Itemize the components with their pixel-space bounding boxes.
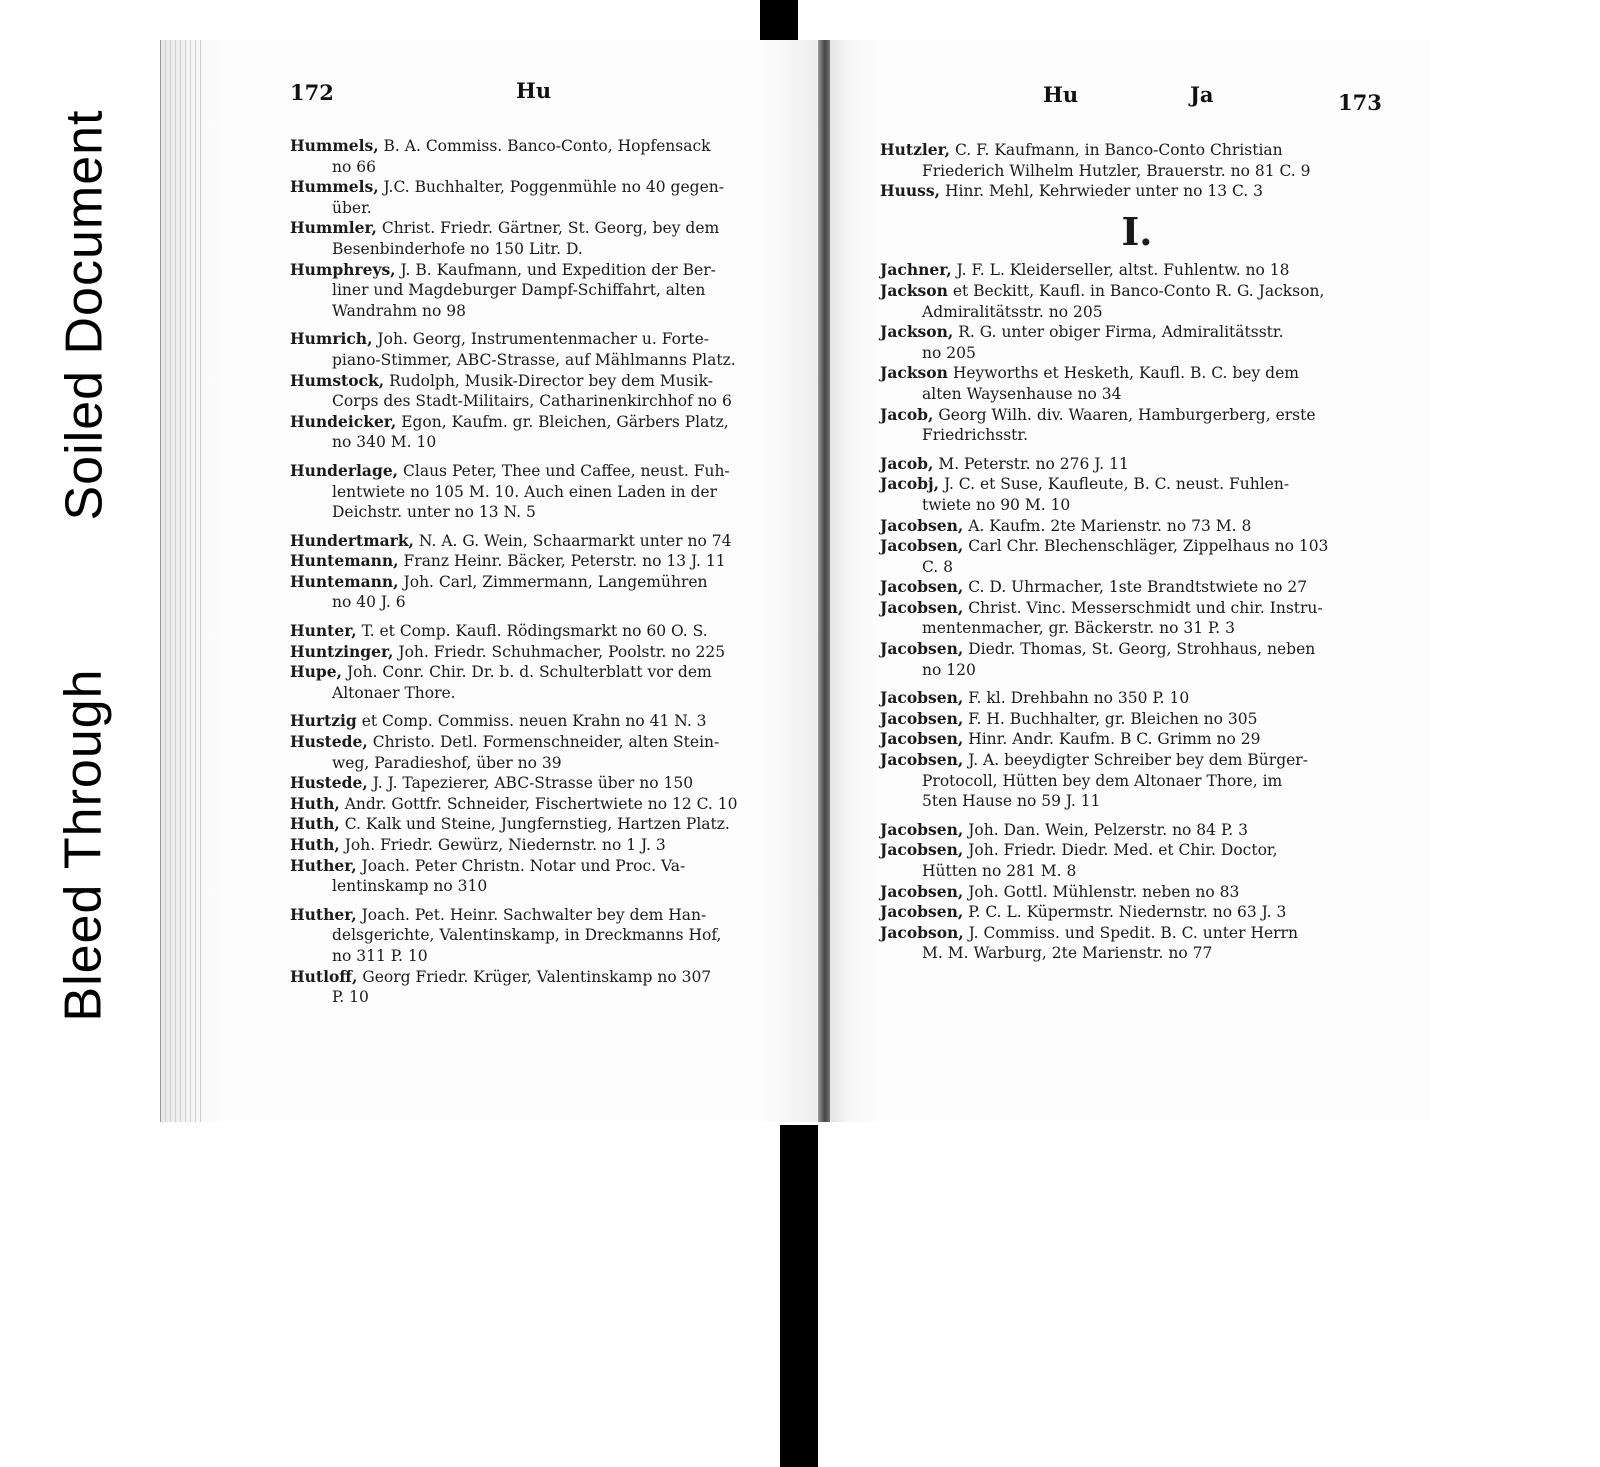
entry-line <box>880 405 1384 426</box>
directory-entry <box>880 709 1384 730</box>
entry-text: Christo. Detl. Formenschneider, alten Stein- <box>372 733 720 752</box>
entry-line <box>290 177 790 198</box>
entry-text: F. H. Buchhalter, gr. Bleichen no 305 <box>968 709 1258 728</box>
entry-surname: Jacobsen, <box>880 729 964 749</box>
directory-entry <box>290 711 790 732</box>
right-entries-after-section <box>880 260 1384 964</box>
entry-line <box>880 943 1384 964</box>
directory-entry <box>880 577 1384 598</box>
entry-surname: Humstock, <box>290 370 385 390</box>
entry-text: Joh. Dan. Wein, Pelzerstr. no 84 P. 3 <box>968 820 1248 839</box>
directory-entry <box>880 140 1384 181</box>
right-directory-entries <box>880 140 1384 964</box>
entry-text: M. Peterstr. no 276 J. 11 <box>938 454 1129 473</box>
left-page-number: 172 <box>290 80 334 105</box>
right-running-head-2: Ja <box>1190 82 1214 107</box>
entry-text: N. A. G. Wein, Schaarmarkt unter no 74 <box>418 531 732 550</box>
entry-text: Carl Chr. Blechenschläger, Zippelhaus no 103 <box>968 537 1329 556</box>
directory-entry <box>880 750 1384 812</box>
entry-text: Rudolph, Musik-Director bey dem Musik- <box>389 371 713 390</box>
entry-surname: Huth, <box>290 793 340 813</box>
entry-text: B. A. Commiss. Banco-Conto, Hopfensack <box>383 137 711 155</box>
entry-surname: Hustede, <box>290 773 368 793</box>
entry-line <box>290 905 790 926</box>
directory-entry <box>880 840 1384 881</box>
left-directory-entries <box>290 136 790 1008</box>
entry-line <box>290 198 790 219</box>
entry-line <box>290 551 790 572</box>
entry-text: J.C. Buchhalter, Poggenmühle no 40 gegen- <box>383 178 724 197</box>
entry-surname: Hummels, <box>290 136 379 155</box>
entry-line <box>290 967 790 988</box>
entry-surname: Huntemann, <box>290 571 399 591</box>
entry-text: J. C. et Suse, Kaufleute, B. C. neust. Fuhlen- <box>943 475 1290 494</box>
entry-text: no 120 <box>922 660 976 679</box>
entry-text: T. et Comp. Kaufl. Rödingsmarkt no 60 O. S. <box>361 622 708 641</box>
entry-surname: Jacobsen, <box>880 515 964 535</box>
entry-line <box>290 876 790 897</box>
entry-text: Protocoll, Hütten bey dem Altonaer Thore, im <box>922 771 1283 790</box>
entry-line <box>290 572 790 593</box>
entry-line <box>290 329 790 350</box>
entry-line <box>880 598 1384 619</box>
left-running-head: Hu <box>516 78 552 103</box>
entry-surname: Huntemann, <box>290 551 399 571</box>
entry-line <box>290 502 790 523</box>
directory-entry <box>880 281 1384 322</box>
entry-surname: Jacobsen, <box>880 536 964 556</box>
entry-line <box>880 639 1384 660</box>
entry-text: Hinr. Mehl, Kehrwieder unter no 13 C. 3 <box>944 182 1264 201</box>
directory-entry <box>290 218 790 259</box>
entry-text: et Comp. Commiss. neuen Krahn no 41 N. 3 <box>361 712 707 731</box>
entry-surname: Hummler, <box>290 218 377 238</box>
directory-entry <box>290 835 790 856</box>
entry-surname: Hunter, <box>290 621 357 641</box>
entry-line <box>880 322 1384 343</box>
entry-line <box>880 750 1384 771</box>
entry-line <box>880 660 1384 681</box>
entry-text: C. F. Kaufmann, in Banco-Conto Christian <box>955 141 1283 159</box>
entry-line <box>290 794 790 815</box>
entry-text: Joach. Pet. Heinr. Sachwalter bey dem Han- <box>361 905 707 924</box>
entry-text: Joach. Peter Christn. Notar und Proc. Va- <box>361 856 686 875</box>
entry-surname: Hustede, <box>290 732 368 752</box>
directory-entry <box>290 621 790 642</box>
right-entries-before-section <box>880 140 1384 202</box>
entry-surname: Jacobsen, <box>880 840 964 860</box>
entry-surname: Jacobsen, <box>880 750 964 770</box>
entry-text: Georg Wilh. div. Waaren, Hamburgerberg, erste <box>938 405 1316 424</box>
directory-entry <box>880 729 1384 750</box>
entry-text: piano-Stimmer, ABC-Strasse, auf Mählmanns Platz. <box>332 350 736 369</box>
directory-entry <box>290 260 790 322</box>
entry-line <box>290 371 790 392</box>
section-letter-i: I. <box>1121 208 1153 254</box>
entry-line <box>290 753 790 774</box>
entry-line <box>880 618 1384 639</box>
entry-line <box>290 157 790 178</box>
entry-line <box>290 461 790 482</box>
entry-surname: Huth, <box>290 835 340 854</box>
directory-entry <box>880 923 1384 964</box>
entry-surname: Hummels, <box>290 177 379 197</box>
entry-surname: Jackson <box>880 363 948 383</box>
entry-line <box>290 642 790 663</box>
entry-text: J. A. beeydigter Schreiber bey dem Bürger- <box>968 751 1308 770</box>
entry-text: über. <box>332 198 372 217</box>
entry-text: liner und Magdeburger Dampf-Schiffahrt, alten <box>332 281 706 300</box>
entry-line <box>880 688 1384 709</box>
directory-entry <box>880 322 1384 363</box>
entry-text: P. C. L. Küpermstr. Niedernstr. no 63 J. 3 <box>968 903 1287 922</box>
directory-entry <box>290 371 790 412</box>
entry-line <box>290 280 790 301</box>
entry-line <box>290 683 790 704</box>
entry-line <box>290 350 790 371</box>
entry-text: no 40 J. 6 <box>332 593 406 612</box>
directory-entry <box>880 598 1384 639</box>
entry-line <box>290 987 790 1008</box>
directory-entry <box>880 181 1384 202</box>
entry-surname: Huther, <box>290 904 357 924</box>
entry-text: Franz Heinr. Bäcker, Peterstr. no 13 J. 11 <box>403 552 726 571</box>
entry-surname: Jackson, <box>880 322 954 342</box>
entry-line <box>880 454 1384 475</box>
entry-line <box>880 260 1384 281</box>
entry-line <box>880 495 1384 516</box>
directory-entry <box>880 536 1384 577</box>
entry-text: C. 8 <box>922 557 954 576</box>
entry-line <box>290 711 790 732</box>
entry-line <box>290 592 790 613</box>
entry-line <box>880 474 1384 495</box>
entry-line <box>290 856 790 877</box>
entry-surname: Hutzler, <box>880 140 951 159</box>
entry-surname: Huuss, <box>880 181 941 201</box>
entry-surname: Jacobsen, <box>880 881 964 901</box>
directory-entry <box>290 732 790 773</box>
entry-text: Christ. Friedr. Gärtner, St. Georg, bey dem <box>381 219 720 238</box>
entry-surname: Hundeicker, <box>290 411 397 431</box>
entry-text: Altonaer Thore. <box>332 683 456 702</box>
entry-text: Hütten no 281 M. 8 <box>922 862 1077 880</box>
right-running-head-1: Hu <box>1043 82 1079 107</box>
directory-entry <box>880 516 1384 537</box>
side-label-soiled-document <box>55 55 113 575</box>
entry-line <box>880 161 1384 182</box>
directory-entry <box>290 642 790 663</box>
directory-entry <box>880 882 1384 903</box>
entry-surname: Jacob, <box>880 453 934 473</box>
entry-text: C. D. Uhrmacher, 1ste Brandtstwiete no 27 <box>968 578 1308 597</box>
entry-surname: Huther, <box>290 855 357 875</box>
entry-text: R. G. unter obiger Firma, Admiralitätsstr. <box>958 323 1284 342</box>
entry-line <box>880 516 1384 537</box>
entry-text: J. Commiss. und Spedit. B. C. unter Herrn <box>968 923 1298 942</box>
directory-entry <box>290 136 790 177</box>
entry-text: Corps des Stadt-Militairs, Catharinenkirchhof no 6 <box>332 392 732 411</box>
entry-line <box>290 732 790 753</box>
entry-text: Joh. Georg, Instrumentenmacher u. Forte- <box>377 330 710 349</box>
entry-text: Hinr. Andr. Kaufm. B C. Grimm no 29 <box>968 730 1261 749</box>
entry-surname: Humphreys, <box>290 259 396 279</box>
entry-text: J. B. Kaufmann, und Expedition der Ber- <box>400 260 716 279</box>
entry-text: et Beckitt, Kaufl. in Banco-Conto R. G. Jackson, <box>952 281 1325 300</box>
entry-text: delsgerichte, Valentinskamp, in Dreckmanns Hof, <box>332 926 722 945</box>
directory-entry <box>290 967 790 1008</box>
entry-line <box>880 425 1384 446</box>
entry-text: Egon, Kaufm. gr. Bleichen, Gärbers Platz, <box>401 412 729 431</box>
entry-surname: Jacobsen, <box>880 577 964 597</box>
directory-entry <box>290 662 790 703</box>
entry-line <box>290 260 790 281</box>
entry-text: Friedrichsstr. <box>922 426 1029 445</box>
entry-line <box>290 773 790 794</box>
directory-entry <box>290 177 790 218</box>
entry-surname: Jacobsen, <box>880 688 964 708</box>
entry-line <box>290 814 790 835</box>
entry-line <box>880 840 1384 861</box>
entry-line <box>290 946 790 967</box>
entry-text: Wandrahm no 98 <box>332 301 466 320</box>
directory-entry <box>880 639 1384 680</box>
entry-surname: Huth, <box>290 814 340 834</box>
entry-line <box>880 882 1384 903</box>
entry-line <box>880 302 1384 323</box>
entry-text: twiete no 90 M. 10 <box>922 495 1071 514</box>
entry-line <box>880 384 1384 405</box>
entry-text: Heyworths et Hesketh, Kaufl. B. C. bey dem <box>952 364 1299 383</box>
entry-text: alten Waysenhause no 34 <box>922 384 1122 403</box>
directory-entry <box>880 260 1384 281</box>
entry-surname: Hurtzig <box>290 711 357 731</box>
entry-text: P. 10 <box>332 988 369 1007</box>
entry-line <box>880 577 1384 598</box>
entry-text: no 311 P. 10 <box>332 946 428 965</box>
directory-entry <box>290 412 790 453</box>
entry-surname: Jacobsen, <box>880 597 964 617</box>
entry-surname: Hutloff, <box>290 966 358 986</box>
entry-text: no 205 <box>922 343 976 362</box>
directory-entry <box>880 454 1384 475</box>
entry-line <box>290 391 790 412</box>
entry-text: Georg Friedr. Krüger, Valentinskamp no 307 <box>362 967 712 986</box>
entry-text: mentenmacher, gr. Bäckerstr. no 31 P. 3 <box>922 619 1235 638</box>
entry-line <box>880 791 1384 812</box>
entry-line <box>290 136 790 157</box>
entry-surname: Jacobsen, <box>880 639 964 659</box>
directory-entry <box>290 329 790 370</box>
entry-surname: Jackson <box>880 280 948 300</box>
directory-entry <box>290 773 790 794</box>
entry-line <box>290 662 790 683</box>
entry-text: Deichstr. unter no 13 N. 5 <box>332 503 536 522</box>
entry-line <box>290 432 790 453</box>
entry-surname: Jacob, <box>880 404 934 424</box>
entry-text: Diedr. Thomas, St. Georg, Strohhaus, neben <box>968 640 1316 659</box>
directory-entry <box>880 902 1384 923</box>
entry-line <box>290 925 790 946</box>
directory-entry <box>290 905 790 967</box>
entry-surname: Jacobsen, <box>880 902 964 922</box>
entry-line <box>880 902 1384 923</box>
entry-text: A. Kaufm. 2te Marienstr. no 73 M. 8 <box>968 516 1252 535</box>
entry-line <box>880 820 1384 841</box>
entry-surname: Hupe, <box>290 662 343 682</box>
entry-surname: Jachner, <box>880 260 952 280</box>
entry-text: no 340 M. 10 <box>332 433 437 452</box>
entry-line <box>880 709 1384 730</box>
entry-text: M. M. Warburg, 2te Marienstr. no 77 <box>922 944 1213 963</box>
entry-surname: Hunderlage, <box>290 460 399 480</box>
entry-surname: Jacobj, <box>880 474 939 494</box>
entry-surname: Humrich, <box>290 329 373 349</box>
entry-line <box>880 363 1384 384</box>
entry-text: lentinskamp no 310 <box>332 877 488 896</box>
entry-line <box>290 621 790 642</box>
entry-line <box>880 729 1384 750</box>
entry-line <box>880 557 1384 578</box>
entry-text: Friederich Wilhelm Hutzler, Brauerstr. no 81 C. 9 <box>922 161 1311 180</box>
directory-entry <box>290 461 790 523</box>
entry-line <box>290 835 790 856</box>
entry-surname: Hundertmark, <box>290 530 414 550</box>
entry-surname: Huntzinger, <box>290 641 394 661</box>
entry-surname: Jacobsen, <box>880 708 964 728</box>
entry-text: J. F. L. Kleiderseller, altst. Fuhlentw. no 18 <box>956 261 1290 280</box>
entry-line <box>880 343 1384 364</box>
side-label-bleed-through <box>55 615 113 1075</box>
directory-entry <box>880 363 1384 404</box>
entry-text: Joh. Carl, Zimmermann, Langemühren <box>403 572 708 591</box>
directory-entry <box>290 551 790 572</box>
entry-text: Besenbinderhofe no 150 Litr. D. <box>332 239 583 258</box>
entry-text: Joh. Gottl. Mühlenstr. neben no 83 <box>968 882 1240 901</box>
binding-strip-bottom <box>780 1125 818 1467</box>
entry-line <box>290 301 790 322</box>
directory-entry <box>880 820 1384 841</box>
directory-entry <box>290 531 790 552</box>
entry-text: lentwiete no 105 M. 10. Auch einen Laden in der <box>332 482 717 501</box>
entry-line <box>880 923 1384 944</box>
entry-text: weg, Paradieshof, über no 39 <box>332 753 562 772</box>
directory-entry <box>880 474 1384 515</box>
directory-entry <box>880 405 1384 446</box>
entry-text: Joh. Friedr. Gewürz, Niedernstr. no 1 J. 3 <box>344 836 666 854</box>
entry-surname: Jacobson, <box>880 922 964 942</box>
entry-line <box>880 771 1384 792</box>
directory-entry <box>290 814 790 835</box>
entry-line <box>880 181 1384 202</box>
entry-text: Andr. Gottfr. Schneider, Fischertwiete no 12 C. 10 <box>344 794 738 813</box>
entry-text: Claus Peter, Thee und Caffee, neust. Fuh- <box>403 461 730 480</box>
entry-line <box>880 861 1384 882</box>
entry-text: no 66 <box>332 157 376 176</box>
entry-text: Joh. Friedr. Diedr. Med. et Chir. Doctor, <box>968 841 1278 860</box>
entry-text: Christ. Vinc. Messerschmidt und chir. Instru- <box>968 598 1323 617</box>
entry-line <box>290 239 790 260</box>
entry-line <box>880 536 1384 557</box>
entry-text: Joh. Conr. Chir. Dr. b. d. Schulterblatt vor dem <box>346 663 712 682</box>
directory-entry <box>290 794 790 815</box>
entry-line <box>880 140 1384 161</box>
entry-text: C. Kalk und Steine, Jungfernstieg, Hartzen Platz. <box>344 815 730 834</box>
entry-text: F. kl. Drehbahn no 350 P. 10 <box>968 689 1190 708</box>
entry-line <box>290 218 790 239</box>
entry-line <box>880 281 1384 302</box>
side-label-bleed-through-text: Bleed Through <box>55 668 113 1022</box>
entry-text: 5ten Hause no 59 J. 11 <box>922 792 1101 811</box>
entry-line <box>290 531 790 552</box>
right-page-number: 173 <box>1338 90 1382 115</box>
entry-line <box>290 412 790 433</box>
entry-surname: Jacobsen, <box>880 819 964 839</box>
entry-line <box>290 482 790 503</box>
entry-text: Admiralitätsstr. no 205 <box>922 302 1103 321</box>
directory-entry <box>290 572 790 613</box>
side-label-soiled-document-text: Soiled Document <box>55 109 113 521</box>
directory-entry <box>880 688 1384 709</box>
entry-text: J. J. Tapezierer, ABC-Strasse über no 150 <box>372 774 694 793</box>
directory-entry <box>290 856 790 897</box>
entry-text: Joh. Friedr. Schuhmacher, Poolstr. no 225 <box>398 642 726 661</box>
